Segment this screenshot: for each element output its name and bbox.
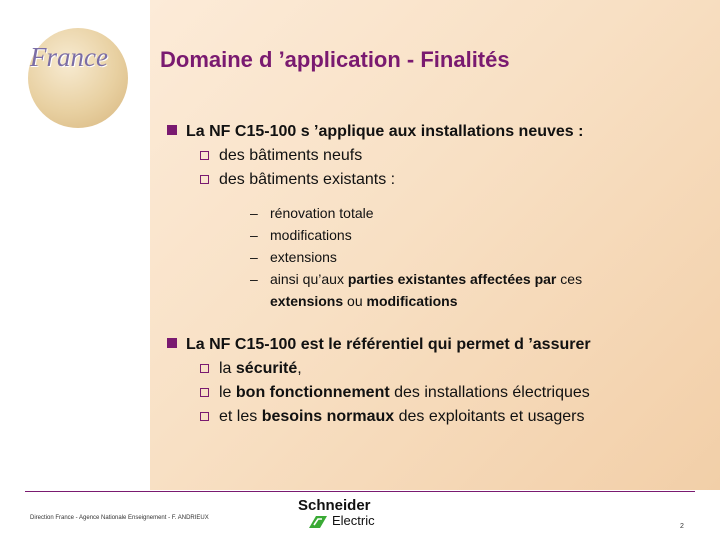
- brand-sub: Electric: [332, 513, 375, 528]
- page-number: 2: [680, 523, 684, 530]
- dash-bullet-icon: –: [250, 227, 258, 243]
- list-item: le bon fonctionnement des installations électriques: [167, 384, 707, 408]
- slide-title: Domaine d ’application - Finalités: [160, 47, 510, 72]
- section-2: [167, 336, 707, 432]
- square-bullet-icon: [167, 338, 177, 348]
- list-item: et les besoins normaux des exploitants et usagers: [167, 408, 707, 432]
- section-1-heading: La NF C15-100 s ’applique aux installations neuves :: [167, 123, 707, 147]
- sub-list-item: – extensions: [250, 249, 337, 265]
- hollow-square-bullet-icon: [200, 412, 209, 421]
- brand-name: Schneider: [298, 497, 371, 514]
- dash-bullet-icon: –: [250, 205, 258, 221]
- dash-bullet-icon: –: [250, 271, 258, 287]
- dash-bullet-icon: –: [250, 249, 258, 265]
- sub-list-item: – ainsi qu’aux parties existantes affectées par ces: [250, 271, 583, 287]
- sub-list-item: – rénovation totale: [250, 205, 374, 221]
- list-item: la sécurité,: [167, 360, 707, 384]
- schneider-electric-logo: [298, 497, 418, 532]
- france-logo-text: France: [30, 42, 108, 72]
- hollow-square-bullet-icon: [200, 151, 209, 160]
- footer-credit: Direction France - Agence Nationale Enseignement - F. ANDRIEUX: [30, 515, 209, 521]
- square-bullet-icon: [167, 125, 177, 135]
- hollow-square-bullet-icon: [200, 175, 209, 184]
- brand-leaf-icon: [308, 515, 328, 529]
- sub-list-item: – modifications: [250, 227, 352, 243]
- hollow-square-bullet-icon: [200, 364, 209, 373]
- section-1: [167, 123, 707, 315]
- footer-divider: [25, 491, 695, 492]
- section-2-heading: La NF C15-100 est le référentiel qui permet d ’assurer: [167, 336, 707, 360]
- list-item: des bâtiments neufs: [167, 147, 707, 171]
- hollow-square-bullet-icon: [200, 388, 209, 397]
- sub-list-item-continuation: extensions ou modifications: [270, 293, 458, 309]
- list-item: des bâtiments existants :: [167, 171, 707, 195]
